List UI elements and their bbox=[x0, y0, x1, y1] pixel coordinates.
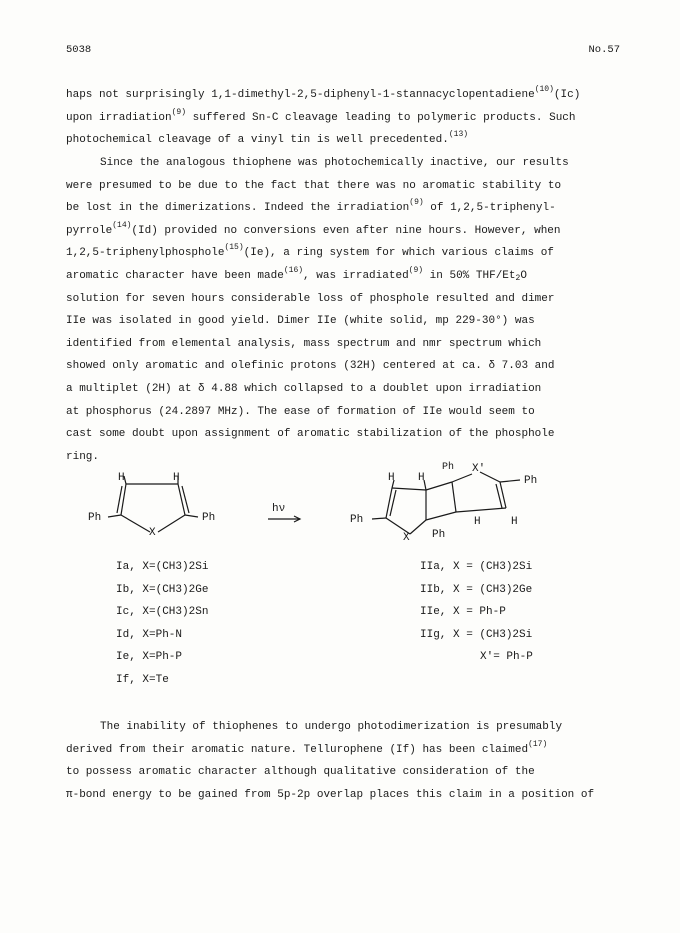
atom-label: Ph bbox=[88, 512, 102, 524]
atom-label: H bbox=[118, 472, 125, 484]
bond bbox=[117, 486, 122, 513]
text-line: Since the analogous thiophene was photochemically inactive, our results bbox=[100, 157, 569, 169]
list-item: X'= Ph-P bbox=[480, 651, 533, 664]
list-item: Ic, X=(CH3)2Sn bbox=[116, 606, 209, 619]
text-line: 1,2,5-triphenylphosphole$^{(15)}$(Ie), a ring system for which various claims of bbox=[66, 243, 554, 260]
bond bbox=[452, 474, 472, 482]
atom-label: X bbox=[149, 527, 156, 539]
bond bbox=[426, 512, 456, 520]
text-line: ring. bbox=[66, 450, 100, 463]
bond bbox=[456, 508, 506, 512]
text-line: upon irradiation$^{(9)}$ suffered Sn-C cleavage leading to polymeric products. Such bbox=[66, 107, 576, 124]
bond bbox=[108, 515, 121, 517]
atom-label: H bbox=[474, 516, 481, 528]
list-item: IIg, X = (CH3)2Si bbox=[420, 628, 533, 641]
atom-label: H bbox=[418, 472, 425, 484]
reference-mark: (9) bbox=[171, 107, 187, 117]
text-line: solution for seven hours considerable loss of phosphole resulted and dimer bbox=[66, 292, 555, 305]
bond bbox=[392, 488, 426, 490]
arrow-label: hν bbox=[272, 503, 286, 515]
reactant-list bbox=[116, 556, 208, 692]
atom-label: Ph bbox=[524, 475, 538, 487]
reference-mark: (10) bbox=[534, 85, 554, 94]
text-line: showed only aromatic and olefinic protons (32H) centered at ca. δ 7.03 and bbox=[66, 360, 555, 373]
text-line: π-bond energy to be gained from 5p-2p overlap places this claim in a position of bbox=[66, 788, 595, 801]
atom-label: H bbox=[388, 472, 395, 484]
list-item: Ie, X=Ph-P bbox=[116, 651, 183, 664]
atom-label: Ph bbox=[202, 512, 216, 524]
reference-mark: (9) bbox=[409, 198, 424, 208]
atom-label: H bbox=[511, 516, 518, 528]
text-line: a multiplet (2H) at δ 4.88 which collapsed to a doublet upon irradiation bbox=[66, 382, 542, 395]
bond bbox=[178, 484, 185, 515]
text-line: be lost in the dimerizations. Indeed the irradiation$^{(9)}$ of 1,2,5-triphenyl- bbox=[66, 198, 556, 215]
atom-label: Ph bbox=[432, 529, 446, 541]
bond bbox=[185, 515, 198, 517]
bond bbox=[426, 482, 452, 490]
bond bbox=[500, 480, 520, 482]
list-item: IIb, X = (CH3)2Ge bbox=[420, 583, 533, 596]
reference-mark: (9) bbox=[408, 265, 424, 275]
bond bbox=[452, 482, 456, 512]
reference-mark: (15) bbox=[224, 243, 244, 253]
list-item: Id, X=Ph-N bbox=[116, 628, 183, 641]
bond bbox=[372, 518, 386, 519]
product-list bbox=[420, 556, 533, 669]
atom-label: X' bbox=[472, 463, 486, 475]
reference-mark: (16) bbox=[283, 265, 304, 275]
paragraph-3 bbox=[66, 716, 626, 806]
atom-label: H bbox=[173, 472, 180, 484]
list-item: Ia, X=(CH3)2Si bbox=[116, 561, 209, 573]
atom-label: X bbox=[403, 532, 410, 544]
text-line: haps not surprisingly 1,1-dimethyl-2,5-diphenyl-1-stannacyclopentadiene$^{(10)}$(Ic) bbox=[66, 85, 581, 101]
list-item: Ib, X=(CH3)2Ge bbox=[116, 583, 209, 596]
text-line: at phosphorus (24.2897 MHz). The ease of formation of IIe would seem to bbox=[66, 405, 535, 418]
atom-label: Ph bbox=[442, 462, 455, 473]
list-item: IIe, X = Ph-P bbox=[420, 606, 506, 619]
paragraph-2 bbox=[66, 152, 626, 468]
reference-mark: (17) bbox=[528, 739, 548, 749]
text-line: identified from elemental analysis, mass spectrum and nmr spectrum which bbox=[66, 337, 542, 350]
text-line: were presumed to be due to the fact that there was no aromatic stability to bbox=[66, 179, 562, 192]
text-line: to possess aromatic character although qualitative consideration of the bbox=[66, 766, 535, 779]
text-line: derived from their aromatic nature. Tellurophene (If) has been claimed$^{(17)}$ bbox=[66, 739, 548, 756]
text-line: photochemical cleavage of a vinyl tin is well precedented.$^{(13)}$ bbox=[66, 130, 469, 147]
atom-label: Ph bbox=[350, 514, 364, 526]
reaction-scheme bbox=[0, 462, 680, 562]
list-item: If, X=Te bbox=[116, 673, 169, 686]
text-line: aromatic character have been made$^{(16)}$, was irradiated$^{(9)}$ in 50% THF/$Et_2O$ bbox=[66, 265, 527, 283]
page-number: 5038 bbox=[66, 44, 92, 56]
bond bbox=[410, 520, 426, 534]
text-line: cast some doubt upon assignment of aromatic stabilization of the phosphole bbox=[66, 428, 555, 441]
reference-mark: (14) bbox=[112, 220, 132, 230]
paragraph-1 bbox=[66, 84, 626, 152]
list-item: IIa, X = (CH3)2Si bbox=[420, 561, 533, 573]
reference-mark: (13) bbox=[448, 130, 469, 140]
journal-issue: No.57 bbox=[588, 44, 620, 56]
bond bbox=[121, 515, 150, 532]
text-line: IIe was isolated in good yield. Dimer IIe (white solid, mp 229-30°) was bbox=[66, 315, 535, 328]
text-line: pyrrole$^{(14)}$(Id) provided no conversions even after nine hours. However, when bbox=[66, 220, 561, 237]
bond bbox=[158, 515, 185, 532]
text-line: The inability of thiophenes to undergo photodimerization is presumably bbox=[100, 721, 563, 733]
